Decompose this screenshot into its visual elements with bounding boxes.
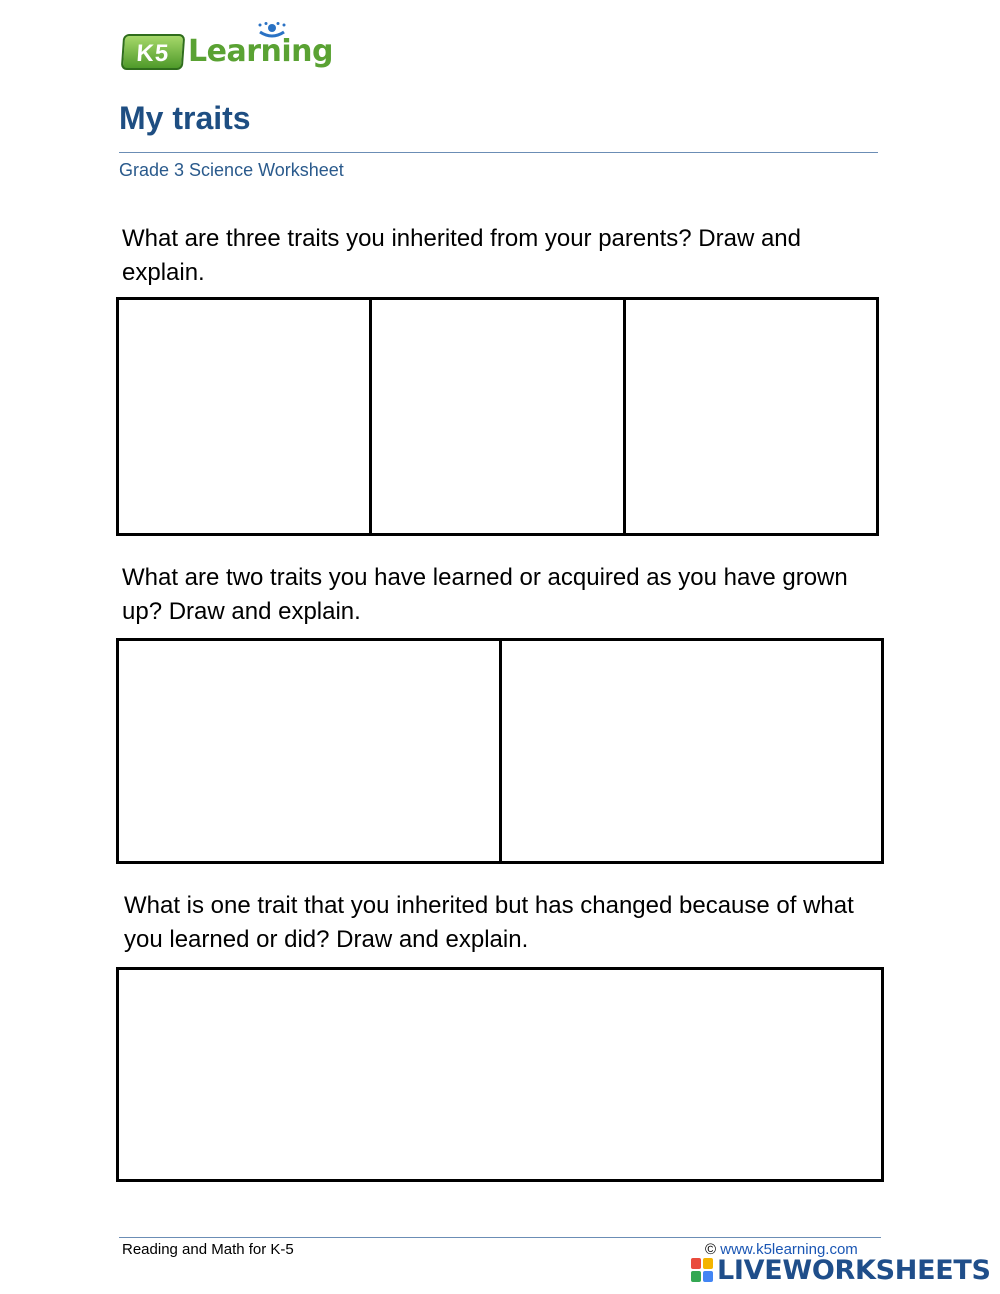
page-subtitle: Grade 3 Science Worksheet — [119, 160, 344, 180]
drawing-box[interactable] — [369, 300, 622, 533]
logo-wordmark: Learning — [188, 34, 333, 69]
liveworksheets-blocks-icon — [691, 1258, 713, 1282]
page-title: My traits — [119, 100, 251, 136]
liveworksheets-watermark — [691, 1253, 991, 1287]
logo-badge: K5 — [121, 34, 186, 70]
drawing-box[interactable] — [119, 300, 369, 533]
drawing-box[interactable] — [119, 641, 499, 861]
question-2-text: What are two traits you have learned or acquired as you have grown up? Draw and explain. — [122, 564, 848, 625]
answer-grid-3 — [116, 967, 884, 1182]
k5-learning-logo — [122, 22, 332, 74]
drawing-box[interactable] — [623, 300, 876, 533]
footer-tagline: Reading and Math for K-5 — [122, 1241, 294, 1258]
liveworksheets-text: LIVEWORKSHEETS — [717, 1254, 991, 1286]
footer-url-link[interactable]: www.k5learning.com — [720, 1241, 858, 1258]
answer-grid-1 — [116, 297, 879, 536]
drawing-box[interactable] — [119, 970, 881, 1179]
question-1-text: What are three traits you inherited from your parents? Draw and explain. — [122, 225, 801, 286]
answer-grid-2 — [116, 638, 884, 864]
footer-divider — [119, 1237, 881, 1238]
title-divider — [119, 152, 878, 153]
question-3-text: What is one trait that you inherited but has changed because of what you learned or did? Draw and explain. — [124, 892, 854, 953]
copyright-symbol: © — [705, 1241, 717, 1258]
drawing-box[interactable] — [499, 641, 882, 861]
logo-figure-icon — [252, 22, 292, 52]
